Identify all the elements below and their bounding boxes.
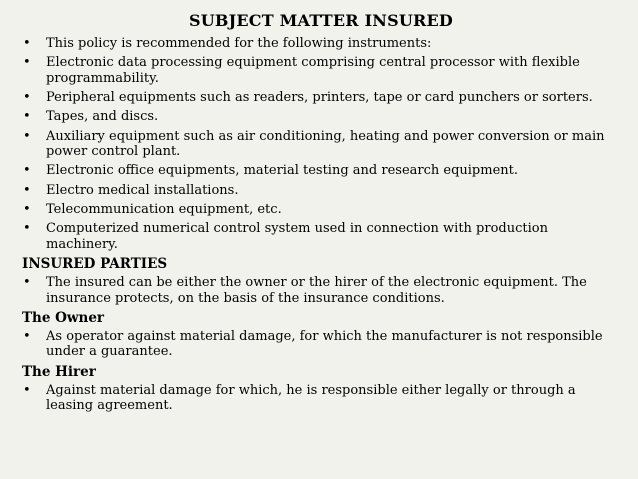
slide-title: SUBJECT MATTER INSURED (189, 11, 453, 30)
bullet-icon: • (23, 163, 31, 179)
owner-heading: The Owner (22, 309, 105, 326)
list-item (22, 36, 620, 52)
subject-matter-list (22, 36, 620, 252)
bullet-icon: • (23, 328, 31, 344)
list-item-text: Telecommunication equipment, etc. (46, 202, 282, 218)
list-item-text: Peripheral equipments such as readers, printers, tape or card punchers or sorters. (46, 90, 593, 106)
bullet-icon: • (23, 202, 31, 218)
bullet-icon: • (23, 221, 31, 237)
list-item-text: Electronic office equipments, material testing and research equipment. (46, 163, 518, 179)
bullet-icon: • (23, 109, 31, 125)
list-item (22, 221, 620, 252)
owner-list (22, 329, 620, 360)
insured-parties-heading: INSURED PARTIES (22, 256, 168, 273)
list-item-text: Computerized numerical control system used in connection with production machinery. (46, 221, 548, 252)
bullet-icon: • (23, 55, 31, 71)
list-item-text: Tapes, and discs. (46, 109, 159, 125)
bullet-icon: • (23, 382, 31, 398)
list-item (22, 129, 620, 160)
bullet-icon: • (23, 128, 31, 144)
hirer-list (22, 383, 620, 414)
list-item-text: Electro medical installations. (46, 182, 239, 198)
list-item (22, 109, 620, 125)
list-item (22, 329, 620, 360)
list-item-text: As operator against material damage, for which the manufacturer is not responsible under a guarantee. (46, 328, 603, 360)
bullet-icon: • (23, 36, 31, 51)
list-item-text: Auxiliary equipment such as air conditioning, heating and power conversion or main power control plant. (46, 128, 605, 160)
bullet-icon: • (23, 275, 31, 291)
list-item (22, 163, 620, 179)
list-item-text: This policy is recommended for the following instruments: (46, 36, 432, 51)
list-item (22, 183, 620, 199)
list-item (22, 90, 620, 106)
bullet-icon: • (23, 182, 31, 198)
list-item-text: The insured can be either the owner or the hirer of the electronic equipment. The insurance protects, on the basis of the insurance conditions. (46, 275, 587, 306)
list-item (22, 275, 620, 306)
list-item (22, 202, 620, 218)
list-item-text: Against material damage for which, he is responsible either legally or through a leasing agreement. (46, 382, 576, 414)
hirer-heading: The Hirer (22, 363, 96, 380)
list-item (22, 383, 620, 414)
insured-parties-list (22, 275, 620, 306)
list-item-text: Electronic data processing equipment comprising central processor with flexible programmability. (46, 55, 580, 86)
bullet-icon: • (23, 90, 31, 106)
list-item (22, 55, 620, 86)
